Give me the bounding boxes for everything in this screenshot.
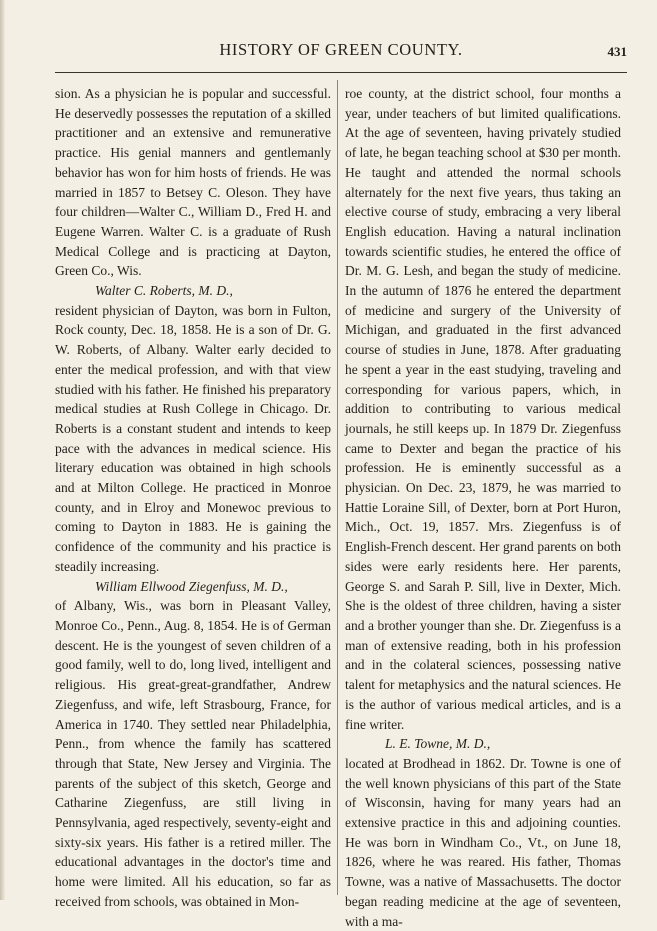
page-number: 431 [607, 44, 627, 59]
column-divider [337, 80, 338, 895]
section-heading: William Ellwood Ziegenfuss, M. D., [95, 578, 288, 594]
paragraph: sion. As a physician he is popular and successful. He deservedly possesses the reputation of a skilled practitioner and an extensive and remunerative practice. His genial manners and gentlemanly behavior has won for him hosts of friends. He was married in 1857 to Betsey C. Oleson. They have four children—Walter C., William D., Fred H. and Eugene Warren. Walter C. is a graduate of Rush Medical College and is practicing at Dayton, Green Co., Wis. [55, 86, 331, 279]
left-column [55, 84, 331, 912]
section-heading: L. E. Towne, M. D., [385, 736, 491, 752]
paragraph: located at Brodhead in 1862. Dr. Towne is one of the well known physicians of this part of the State of Wisconsin, having for many years had an extensive practice in this and adjoining counties. He was born in Windham Co., Vt., on June 18, 1826, where he was reared. His father, Thomas Towne, was a native of Massachusetts. The doctor began reading medicine at the age of seventeen, with a ma- [345, 755, 621, 929]
paragraph: of Albany, Wis., was born in Pleasant Valley, Monroe Co., Penn., Aug. 8, 1854. He is of German descent. He is the youngest of seven children of a good family, well to do, long lived, intelligent and religious. His great-great-grandfather, Andrew Ziegenfuss, and wife, left Strasbourg, France, for America in 1740. They settled near Philadelphia, Penn., from whence the family has scattered through that State, New Jersey and Virginia. The parents of the subject of this sketch, George and Catharine Ziegenfuss, are still living in Pennsylvania, aged respectively, seventy-eight and sixty-six years. His father is a retired miller. The educational advantages in the doctor's time and home were limited. All his education, so far as received from schools, was obtained in Mon- [55, 598, 331, 909]
paragraph: resident physician of Dayton, was born in Fulton, Rock county, Dec. 18, 1858. He is a son of Dr. G. W. Roberts, of Albany. Walter early decided to enter the medical profession, and with that view studied with his father. He finished his preparatory medical studies at Rush College in Chicago. Dr. Roberts is a constant student and intends to keep pace with the advances in medical science. His literary education was obtained in high schools and at Milton College. He practiced in Monroe county, and in Elroy and Monewoc previous to coming to Dayton in 1883. He is gaining the confidence of the community and his practice is steadily increasing. [55, 302, 331, 574]
header-rule [55, 72, 627, 73]
page-edge [0, 0, 5, 900]
section-heading: Walter C. Roberts, M. D., [95, 283, 233, 299]
paragraph: roe county, at the district school, four months a year, under teachers of but limited qualifications. At the age of seventeen, having privately studied of late, he began teaching school at $30 per month. He taught and attended the normal schools alternately for the next five years, thus taking an elective course of study, embracing a very liberal English education. Having a natural inclination towards scientific studies, he entered the office of Dr. M. G. Lesh, and began the study of medicine. In the autumn of 1876 he entered the department of medicine and surgery of the University of Michigan, and graduated in the first advanced course of studies in June, 1878. After graduating he spent a year in the east studying, traveling and corresponding for various papers, which, in addition to contributing to various medical journals, he still keeps up. In 1879 Dr. Ziegenfuss came to Dexter and began the practice of his profession. He is eminently successful as a physician. On Dec. 23, 1879, he was married to Hattie Loraine Sill, of Dexter, born at Port Huron, Mich., Oct. 19, 1857. Mrs. Ziegenfuss is of English-French descent. Her grand parents on both sides were early residents here. Her parents, George S. and Sarah P. Sill, live in Dexter, Mich. She is the oldest of three children, having a sister and a brother younger than she. Dr. Ziegenfuss is a man of extensive reading, both in his profession and in the colateral sciences, possessing native talent for metaphysics and the natural sciences. He is the author of various medical articles, and is a fine writer. [345, 86, 621, 732]
running-head [55, 40, 627, 66]
page-title: HISTORY OF GREEN COUNTY. [219, 40, 463, 59]
right-column [345, 84, 621, 931]
